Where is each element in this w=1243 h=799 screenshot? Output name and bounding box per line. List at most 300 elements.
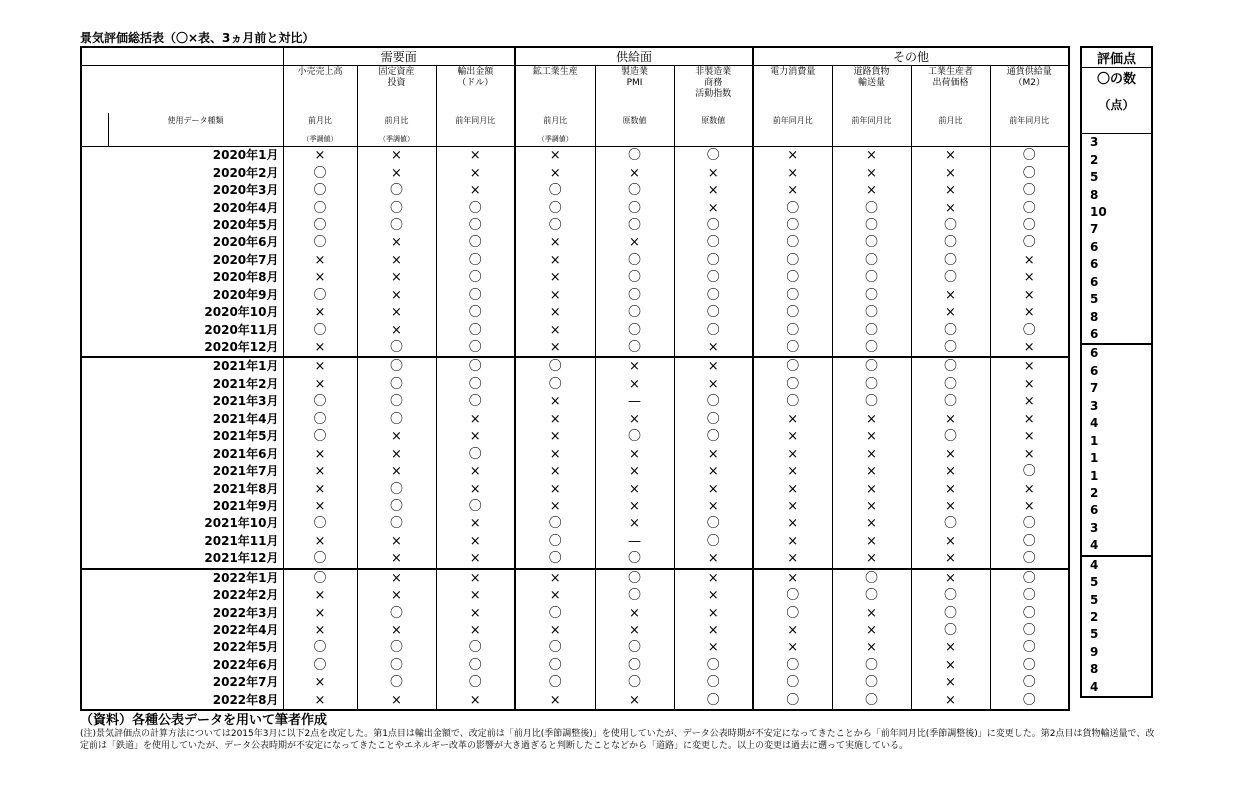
eval-mark: × — [911, 569, 990, 587]
eval-mark: × — [283, 376, 357, 393]
eval-mark: × — [357, 252, 436, 269]
table-row — [81, 287, 1069, 304]
eval-mark: × — [283, 498, 357, 515]
eval-mark: 〇 — [595, 674, 674, 691]
score-row — [1081, 574, 1152, 591]
eval-mark: × — [595, 604, 674, 621]
eval-mark: × — [595, 411, 674, 428]
eval-mark: 〇 — [674, 657, 753, 674]
column-header: 小売売上高 — [283, 66, 357, 114]
eval-mark: × — [357, 234, 436, 251]
eval-mark: × — [357, 550, 436, 568]
column-header: 固定資産 投資 — [357, 66, 436, 114]
eval-mark: × — [436, 622, 515, 639]
eval-mark: × — [357, 569, 436, 587]
eval-mark: 〇 — [436, 304, 515, 321]
eval-mark: × — [832, 533, 911, 550]
eval-mark: × — [911, 445, 990, 462]
eval-mark: 〇 — [283, 515, 357, 532]
eval-mark: × — [911, 657, 990, 674]
eval-mark: 〇 — [357, 639, 436, 656]
score-value: 8 — [1090, 187, 1099, 202]
eval-mark: × — [990, 376, 1069, 393]
eval-mark: 〇 — [436, 357, 515, 375]
eval-mark: × — [674, 604, 753, 621]
eval-mark: × — [753, 445, 832, 462]
eval-mark: 〇 — [595, 428, 674, 445]
eval-mark: × — [515, 498, 595, 515]
table-row — [81, 234, 1069, 251]
score-value: 5 — [1090, 292, 1099, 307]
table-row — [81, 164, 1069, 181]
row-date: 2022年2月 — [212, 588, 279, 603]
row-date: 2020年4月 — [212, 200, 279, 215]
score-row — [1081, 363, 1152, 380]
eval-mark: 〇 — [753, 287, 832, 304]
eval-mark: 〇 — [832, 217, 911, 234]
eval-mark: 〇 — [436, 321, 515, 338]
eval-mark: 〇 — [595, 182, 674, 199]
eval-mark: 〇 — [753, 357, 832, 375]
row-date: 2020年8月 — [212, 270, 279, 285]
eval-mark: × — [357, 692, 436, 710]
eval-mark: 〇 — [753, 657, 832, 674]
eval-mark: × — [436, 463, 515, 480]
eval-mark: 〇 — [674, 321, 753, 338]
eval-mark: × — [515, 463, 595, 480]
eval-mark: × — [911, 199, 990, 216]
eval-mark: 〇 — [357, 182, 436, 199]
row-date: 2020年12月 — [204, 340, 279, 355]
eval-mark: 〇 — [990, 164, 1069, 181]
row-date: 2021年6月 — [212, 446, 279, 461]
eval-mark: × — [283, 480, 357, 497]
eval-mark: × — [515, 269, 595, 286]
score-row — [1081, 326, 1152, 344]
eval-mark: 〇 — [595, 252, 674, 269]
eval-mark: × — [515, 411, 595, 428]
eval-mark: × — [515, 428, 595, 445]
eval-mark: × — [990, 269, 1069, 286]
eval-mark: 〇 — [595, 321, 674, 338]
row-date: 2022年5月 — [212, 640, 279, 655]
row-date: 2022年7月 — [212, 675, 279, 690]
eval-mark: × — [674, 550, 753, 568]
eval-mark: 〇 — [595, 569, 674, 587]
eval-mark: 〇 — [990, 569, 1069, 587]
eval-mark: × — [515, 692, 595, 710]
column-header: 通貨供給量 （M2） — [990, 66, 1069, 114]
table-row — [81, 321, 1069, 338]
table-row — [81, 411, 1069, 428]
eval-mark: 〇 — [283, 428, 357, 445]
table-row — [81, 480, 1069, 497]
eval-mark: × — [753, 411, 832, 428]
group-other: その他 — [753, 47, 1069, 66]
score-row — [1081, 151, 1152, 168]
table-row — [81, 657, 1069, 674]
score-value: 1 — [1090, 433, 1099, 448]
column-unit: 前月比 — [515, 113, 595, 134]
table-row — [81, 147, 1069, 165]
eval-mark: × — [832, 604, 911, 621]
eval-mark: 〇 — [753, 339, 832, 357]
column-unit-note — [595, 134, 674, 147]
row-date: 2021年4月 — [212, 411, 279, 426]
eval-mark: 〇 — [911, 234, 990, 251]
row-date: 2020年2月 — [212, 165, 279, 180]
blank-header-cell — [81, 66, 283, 114]
table-row — [81, 550, 1069, 568]
eval-mark: × — [283, 533, 357, 550]
column-unit: 前月比 — [283, 113, 357, 134]
eval-mark: × — [911, 674, 990, 691]
eval-mark: × — [832, 411, 911, 428]
eval-mark: 〇 — [357, 604, 436, 621]
eval-mark: 〇 — [283, 182, 357, 199]
score-value: 5 — [1090, 575, 1099, 590]
eval-mark: 〇 — [515, 357, 595, 375]
eval-mark: × — [515, 569, 595, 587]
eval-mark: — — [595, 393, 674, 410]
eval-mark: × — [595, 445, 674, 462]
score-row — [1081, 679, 1152, 697]
score-row — [1081, 556, 1152, 574]
eval-mark: × — [515, 480, 595, 497]
eval-mark: × — [674, 339, 753, 357]
eval-mark: × — [436, 569, 515, 587]
eval-mark: 〇 — [674, 428, 753, 445]
table-row — [81, 604, 1069, 621]
eval-mark: × — [674, 569, 753, 587]
score-value: 8 — [1090, 662, 1099, 677]
eval-mark: × — [990, 357, 1069, 375]
eval-mark: 〇 — [515, 182, 595, 199]
eval-mark: 〇 — [436, 199, 515, 216]
eval-mark: × — [911, 480, 990, 497]
eval-mark: × — [436, 604, 515, 621]
column-unit: 前月比 — [357, 113, 436, 134]
score-row — [1081, 467, 1152, 484]
eval-mark: 〇 — [357, 376, 436, 393]
eval-mark: × — [911, 550, 990, 568]
eval-mark: × — [832, 639, 911, 656]
score-value: 6 — [1090, 239, 1099, 254]
eval-mark: 〇 — [357, 498, 436, 515]
eval-mark: × — [436, 428, 515, 445]
table-row — [81, 639, 1069, 656]
eval-mark: 〇 — [832, 569, 911, 587]
eval-mark: 〇 — [832, 269, 911, 286]
eval-mark: 〇 — [990, 622, 1069, 639]
table-row — [81, 376, 1069, 393]
eval-mark: × — [357, 164, 436, 181]
row-date: 2021年2月 — [212, 376, 279, 391]
column-header: 製造業 PMI — [595, 66, 674, 114]
eval-mark: × — [595, 498, 674, 515]
column-header: 電力消費量 — [753, 66, 832, 114]
eval-mark: × — [515, 587, 595, 604]
eval-mark: 〇 — [832, 199, 911, 216]
score-value: 3 — [1090, 135, 1099, 150]
column-header: 輸出金額 （ドル） — [436, 66, 515, 114]
eval-mark: 〇 — [515, 674, 595, 691]
score-row — [1081, 291, 1152, 308]
eval-mark: × — [753, 533, 832, 550]
evaluation-table — [80, 46, 1070, 711]
eval-mark: × — [283, 587, 357, 604]
eval-mark: × — [515, 321, 595, 338]
eval-mark: 〇 — [595, 199, 674, 216]
eval-mark: × — [911, 164, 990, 181]
table-row — [81, 498, 1069, 515]
score-row — [1081, 256, 1152, 273]
row-date: 2020年11月 — [204, 322, 279, 337]
score-row — [1081, 308, 1152, 325]
table-row — [81, 182, 1069, 199]
eval-mark: × — [832, 480, 911, 497]
score-value: 4 — [1081, 556, 1152, 574]
eval-mark: × — [436, 550, 515, 568]
eval-mark: 〇 — [515, 657, 595, 674]
eval-mark: × — [595, 164, 674, 181]
eval-mark: × — [436, 182, 515, 199]
eval-mark: 〇 — [357, 217, 436, 234]
eval-mark: × — [357, 533, 436, 550]
evaluation-table-wrap — [80, 46, 1070, 711]
column-unit: 前月比 — [911, 113, 990, 134]
score-row — [1081, 502, 1152, 519]
eval-mark: × — [283, 339, 357, 357]
eval-mark: 〇 — [674, 217, 753, 234]
eval-mark: 〇 — [283, 199, 357, 216]
eval-mark: × — [911, 692, 990, 710]
eval-mark: × — [357, 269, 436, 286]
row-date: 2022年6月 — [212, 657, 279, 672]
eval-mark: 〇 — [753, 692, 832, 710]
eval-mark: 〇 — [753, 199, 832, 216]
eval-mark: 〇 — [436, 445, 515, 462]
table-row — [81, 217, 1069, 234]
eval-mark: × — [357, 287, 436, 304]
table-row — [81, 569, 1069, 587]
table-row — [81, 463, 1069, 480]
corner-cell — [81, 47, 283, 66]
eval-mark: 〇 — [595, 287, 674, 304]
eval-mark: × — [595, 376, 674, 393]
score-value: 3 — [1090, 520, 1099, 535]
score-row — [1081, 644, 1152, 661]
eval-mark: 〇 — [911, 428, 990, 445]
eval-mark: × — [674, 498, 753, 515]
eval-mark: × — [990, 498, 1069, 515]
eval-mark: × — [436, 587, 515, 604]
eval-mark: × — [283, 269, 357, 286]
table-row — [81, 339, 1069, 357]
row-date: 2021年7月 — [212, 464, 279, 479]
eval-mark: × — [990, 339, 1069, 357]
eval-mark: 〇 — [436, 393, 515, 410]
eval-mark: × — [595, 357, 674, 375]
score-value: 1 — [1090, 468, 1099, 483]
eval-mark: 〇 — [990, 587, 1069, 604]
eval-mark: × — [832, 445, 911, 462]
eval-mark: 〇 — [674, 533, 753, 550]
eval-mark: 〇 — [436, 657, 515, 674]
eval-mark: 〇 — [436, 234, 515, 251]
eval-mark: 〇 — [911, 515, 990, 532]
eval-mark: × — [753, 550, 832, 568]
eval-mark: × — [436, 480, 515, 497]
eval-mark: × — [832, 550, 911, 568]
column-unit-note — [753, 134, 832, 147]
eval-mark: 〇 — [674, 411, 753, 428]
eval-mark: × — [283, 463, 357, 480]
row-date: 2021年3月 — [212, 394, 279, 409]
column-unit: 原数値 — [595, 113, 674, 134]
eval-mark: 〇 — [436, 376, 515, 393]
table-row — [81, 692, 1069, 710]
score-row — [1081, 537, 1152, 555]
table-row — [81, 357, 1069, 375]
eval-mark: 〇 — [990, 463, 1069, 480]
eval-mark: 〇 — [674, 252, 753, 269]
eval-mark: × — [832, 182, 911, 199]
row-date: 2021年10月 — [204, 516, 279, 531]
score-value: 10 — [1090, 204, 1107, 219]
row-date: 2020年1月 — [212, 148, 279, 163]
eval-mark: × — [832, 164, 911, 181]
eval-mark: 〇 — [674, 287, 753, 304]
eval-mark: × — [595, 692, 674, 710]
eval-mark: × — [515, 287, 595, 304]
row-date: 2020年10月 — [204, 305, 279, 320]
eval-mark: 〇 — [753, 234, 832, 251]
eval-mark: 〇 — [911, 587, 990, 604]
eval-mark: × — [753, 498, 832, 515]
eval-mark: 〇 — [595, 587, 674, 604]
row-date: 2021年11月 — [204, 533, 279, 548]
score-value: 2 — [1090, 152, 1099, 167]
eval-mark: 〇 — [832, 357, 911, 375]
score-value: 2 — [1090, 610, 1099, 625]
score-value: 6 — [1090, 327, 1099, 342]
eval-mark: 〇 — [990, 533, 1069, 550]
eval-mark: × — [674, 357, 753, 375]
row-date: 2020年9月 — [212, 287, 279, 302]
table-row — [81, 445, 1069, 462]
score-row — [1081, 239, 1152, 256]
eval-mark: × — [595, 463, 674, 480]
indent-cell — [81, 113, 108, 134]
eval-mark: 〇 — [595, 304, 674, 321]
score-row — [1081, 344, 1152, 362]
score-value: 6 — [1090, 363, 1099, 378]
eval-mark: × — [832, 463, 911, 480]
score-row — [1081, 432, 1152, 449]
eval-mark: 〇 — [515, 533, 595, 550]
row-date: 2021年9月 — [212, 498, 279, 513]
eval-mark: × — [595, 622, 674, 639]
eval-mark: 〇 — [990, 147, 1069, 165]
data-type-label: 使用データ種類 — [108, 113, 283, 134]
eval-mark: 〇 — [357, 657, 436, 674]
table-row — [81, 515, 1069, 532]
eval-mark: × — [753, 622, 832, 639]
eval-mark: 〇 — [283, 321, 357, 338]
table-row — [81, 304, 1069, 321]
eval-mark: 〇 — [911, 252, 990, 269]
eval-mark: × — [674, 445, 753, 462]
score-value: 6 — [1081, 344, 1152, 362]
eval-mark: × — [911, 287, 990, 304]
eval-mark: 〇 — [753, 304, 832, 321]
eval-mark: 〇 — [911, 339, 990, 357]
indent-cell — [81, 134, 108, 147]
eval-mark: × — [911, 498, 990, 515]
eval-mark: 〇 — [357, 199, 436, 216]
eval-mark: × — [990, 480, 1069, 497]
table-row — [81, 533, 1069, 550]
eval-mark: 〇 — [832, 339, 911, 357]
score-row — [1081, 221, 1152, 238]
eval-mark: 〇 — [283, 393, 357, 410]
score-row — [1081, 169, 1152, 186]
column-header: 鉱工業生産 — [515, 66, 595, 114]
eval-mark: 〇 — [674, 674, 753, 691]
eval-mark: × — [911, 639, 990, 656]
eval-mark: × — [753, 182, 832, 199]
eval-mark: × — [436, 164, 515, 181]
eval-mark: 〇 — [753, 674, 832, 691]
footnote-text: (注)景気評価点の計算方法については2015年3月に以下2点を改定した。第1点目は輸出金額で、改定前は「前月比(季節調整後)」を使用していたが、データ公表時期が不安定になってきたことから「前年同月比(季節調整後)」に変更した。第2点目は貨物輸送量で、改定前は「鉄道」を使用していたが、データ公表時期が不安定になってきたことやエネルギー改革の影響が大き過ぎると判断したことなどから「道路」に変更した。以上の変更は過去に遡って実施している。 — [80, 729, 1155, 751]
eval-mark: × — [911, 411, 990, 428]
eval-mark: × — [357, 622, 436, 639]
source-text: （資料）各種公表データを用いて筆者作成 — [80, 713, 328, 728]
eval-mark: × — [283, 674, 357, 691]
score-value: 6 — [1090, 503, 1099, 518]
eval-mark: × — [283, 304, 357, 321]
score-row — [1081, 186, 1152, 203]
group-demand: 需要面 — [283, 47, 515, 66]
score-value: 6 — [1090, 274, 1099, 289]
eval-mark: 〇 — [357, 357, 436, 375]
table-row — [81, 269, 1069, 286]
eval-mark: 〇 — [283, 287, 357, 304]
row-date: 2020年3月 — [212, 183, 279, 198]
eval-mark: 〇 — [436, 339, 515, 357]
score-value: 4 — [1090, 679, 1099, 694]
eval-mark: 〇 — [832, 234, 911, 251]
eval-mark: × — [436, 533, 515, 550]
eval-mark: × — [515, 445, 595, 462]
score-value: 2 — [1090, 485, 1099, 500]
eval-mark: × — [832, 622, 911, 639]
score-value: 9 — [1090, 644, 1099, 659]
eval-mark: 〇 — [674, 147, 753, 165]
eval-mark: — — [595, 533, 674, 550]
eval-mark: 〇 — [753, 321, 832, 338]
eval-mark: 〇 — [753, 217, 832, 234]
eval-mark: × — [674, 639, 753, 656]
eval-mark: × — [283, 147, 357, 165]
column-unit-note — [911, 134, 990, 147]
column-unit: 前年同月比 — [990, 113, 1069, 134]
eval-mark: 〇 — [990, 182, 1069, 199]
eval-mark: 〇 — [911, 393, 990, 410]
eval-mark: × — [357, 463, 436, 480]
column-unit-note — [674, 134, 753, 147]
